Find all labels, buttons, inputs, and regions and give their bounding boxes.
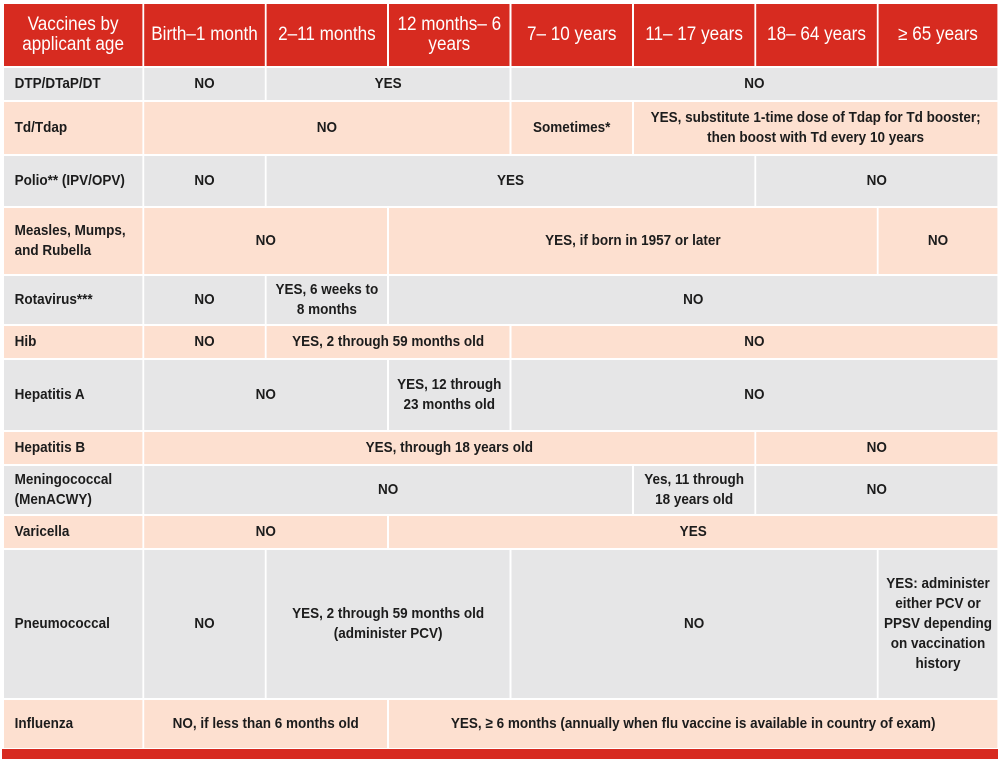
header-18-64-years: 18– 64 years [755, 3, 877, 67]
table-cell: NO [755, 155, 998, 207]
table-cell: YES, ≥ 6 months (annually when flu vaccine is available in country of exam) [388, 699, 998, 749]
table-cell: NO [511, 549, 878, 699]
header-row [3, 3, 998, 67]
table-cell: NO [143, 275, 265, 325]
header-11-17-years: 11– 17 years [633, 3, 755, 67]
table-row [3, 207, 998, 275]
table-row [3, 431, 998, 465]
table-row [3, 549, 998, 699]
table-cell: NO [143, 101, 510, 155]
table-cell: Sometimes* [511, 101, 633, 155]
table-cell: NO [143, 549, 265, 699]
row-label: Td/Tdap [3, 101, 143, 155]
table-row [3, 465, 998, 515]
table-cell: YES, 2 through 59 months old [266, 325, 511, 359]
table-cell: YES, 6 weeks to 8 months [266, 275, 388, 325]
table-cell: NO [143, 359, 388, 431]
row-label: Hepatitis B [3, 431, 143, 465]
table-cell: NO [511, 325, 999, 359]
table-row [3, 155, 998, 207]
table-cell: NO [388, 275, 998, 325]
table-cell: NO [143, 207, 388, 275]
table-cell: NO [755, 431, 998, 465]
table-cell: NO [511, 359, 999, 431]
table-cell: NO [511, 67, 999, 101]
footer-bar [2, 749, 998, 759]
table-row [3, 101, 998, 155]
table-cell: NO [143, 67, 265, 101]
header-birth-1-month: Birth–1 month [143, 3, 265, 67]
row-label: DTP/DTaP/DT [3, 67, 143, 101]
row-label: Varicella [3, 515, 143, 549]
header-7-10-years: 7– 10 years [511, 3, 633, 67]
header-65-plus-years: ≥ 65 years [878, 3, 999, 67]
row-label: Hib [3, 325, 143, 359]
vaccine-table [2, 2, 999, 750]
table-cell: NO [143, 325, 265, 359]
table-row [3, 325, 998, 359]
table-row [3, 359, 998, 431]
table-row [3, 67, 998, 101]
row-label: Measles, Mumps, and Rubella [3, 207, 143, 275]
table-cell: NO [878, 207, 999, 275]
table-row [3, 275, 998, 325]
row-label: Meningococcal (MenACWY) [3, 465, 143, 515]
table-cell: YES, substitute 1-time dose of Tdap for Td booster; then boost with Td every 10 years [633, 101, 998, 155]
table-cell: NO [143, 515, 388, 549]
table-cell: NO, if less than 6 months old [143, 699, 388, 749]
row-label: Hepatitis A [3, 359, 143, 431]
row-label: Pneumococcal [3, 549, 143, 699]
header-2-11-months: 2–11 months [266, 3, 388, 67]
table-cell: YES [388, 515, 998, 549]
table-cell: YES, if born in 1957 or later [388, 207, 878, 275]
table-row [3, 515, 998, 549]
row-label: Rotavirus*** [3, 275, 143, 325]
table-cell: NO [143, 465, 633, 515]
table-cell: YES, 2 through 59 months old (administer PCV) [266, 549, 511, 699]
table-cell: NO [143, 155, 265, 207]
row-label: Influenza [3, 699, 143, 749]
table-cell: YES, through 18 years old [143, 431, 755, 465]
table-cell: YES: administer either PCV or PPSV depending on vaccination history [878, 549, 999, 699]
table-cell: Yes, 11 through 18 years old [633, 465, 755, 515]
row-label: Polio** (IPV/OPV) [3, 155, 143, 207]
header-12-months-6-years: 12 months– 6 years [388, 3, 510, 67]
table-row [3, 699, 998, 749]
table-cell: NO [755, 465, 998, 515]
table-cell: YES [266, 155, 756, 207]
header-vaccines: Vaccines by applicant age [3, 3, 143, 67]
table-cell: YES [266, 67, 511, 101]
table-cell: YES, 12 through 23 months old [388, 359, 510, 431]
